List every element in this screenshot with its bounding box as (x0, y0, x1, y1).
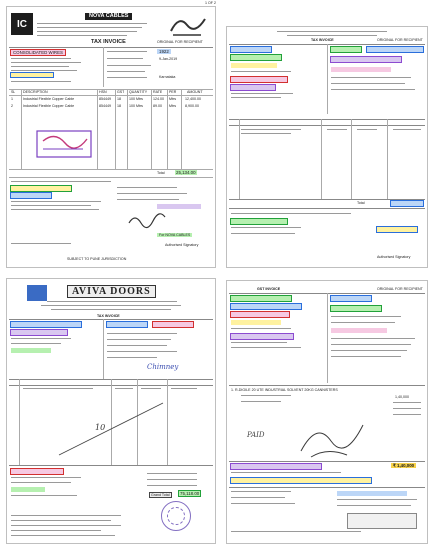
brand-emblem-icon (167, 13, 207, 37)
col-header: AMOUNT (187, 90, 203, 94)
seller-pan-highlight (231, 320, 281, 325)
amount-in-words-highlight (231, 478, 371, 483)
bill-to-name: CONSOLIDATED WIRES (13, 50, 63, 55)
handwritten-note: Chimney (147, 363, 179, 371)
original-label: ORIGINAL FOR RECIPIENT (377, 38, 423, 42)
state-name: Karnataka (159, 75, 176, 79)
col-header: QUANTITY (129, 90, 148, 94)
invoice-aviva-doors (6, 278, 216, 544)
aviva-logo-icon (27, 285, 47, 301)
invoice-date: 9-Jan-2019 (159, 57, 178, 61)
table-cell: 89.00 (153, 104, 162, 108)
amount-words-highlight (231, 219, 287, 224)
invoice-date-highlight (331, 306, 381, 311)
amount-words-highlight (11, 469, 63, 474)
dispatch-highlight (331, 328, 387, 333)
stamp-box (347, 513, 417, 529)
table-cell: 18 (117, 104, 121, 108)
buyer-gstin-highlight (231, 85, 275, 90)
cross-out-line (57, 399, 167, 459)
buyer-name-highlight (11, 322, 81, 327)
gstin-highlight (11, 73, 53, 77)
grand-total-value: 75,118.00 (180, 491, 200, 496)
signature-icon (127, 211, 167, 229)
table-cell: 2 (11, 104, 13, 108)
invoice-generic-supplier (226, 26, 428, 268)
company-logo: IC (11, 13, 33, 35)
seller-address-highlight (231, 55, 281, 60)
col-header: SL (11, 90, 16, 94)
buyer-name-highlight (231, 77, 287, 82)
invoice-date-highlight (153, 322, 193, 327)
grand-total-label: Grand Total (151, 493, 170, 497)
for-company-highlight (337, 491, 407, 496)
amount-value: 1,40,000 (395, 395, 409, 399)
handwritten-note: PAID (247, 431, 265, 439)
total-amount: 25,134.00 (176, 170, 196, 175)
invoice-title: TAX INVOICE (97, 314, 120, 318)
buyer-address-highlight (11, 330, 67, 335)
table-cell: Industrial Flexible Copper Cable (23, 104, 75, 108)
original-label: ORIGINAL FOR RECIPIENT (377, 287, 423, 291)
table-cell: 854449 (99, 104, 111, 108)
col-header: GST (117, 90, 125, 94)
stamp-scribble (35, 127, 95, 161)
table-cell: 1 (11, 97, 13, 101)
signature-scribble (297, 411, 367, 461)
company-name: AVIVA DOORS (67, 285, 156, 298)
handwritten-value: 10 (95, 423, 106, 432)
bank-detail-highlight (331, 57, 401, 62)
buyer-gstin-highlight (11, 348, 51, 353)
table-cell: 100 Mtrs (129, 104, 143, 108)
amount-words-highlight (231, 464, 321, 469)
seller-name-highlight (231, 47, 271, 52)
place-of-supply-highlight (331, 67, 391, 72)
col-header: PER (169, 90, 177, 94)
invoice-number-highlight (331, 47, 361, 52)
tax-amount-highlight (157, 204, 201, 209)
authorised-signatory: Authorised Signatory (377, 255, 411, 259)
buyer-name-highlight (231, 334, 293, 339)
table-cell: 124.00 (153, 97, 164, 101)
for-company-highlight (377, 227, 417, 232)
invoice-number-highlight (331, 296, 371, 301)
table-cell: 8,900.00 (185, 104, 199, 108)
original-label: ORIGINAL FOR RECIPIENT (157, 40, 203, 44)
for-company-label: For NOVA CABLES (159, 233, 191, 237)
invoice-number-highlight (107, 322, 147, 327)
table-cell: Industrial Flexible Copper Cable (23, 97, 75, 101)
col-header: RATE (153, 90, 163, 94)
table-cell: 854449 (99, 97, 111, 101)
invoice-nova-cables (6, 6, 216, 268)
company-name: NOVA CABLES (85, 13, 132, 20)
seller-gstin-highlight (231, 63, 277, 68)
seller-name-highlight (231, 296, 291, 301)
invoice-date-highlight (367, 47, 423, 52)
table-cell: Mtrs (169, 104, 176, 108)
total-badge: ₹ 1,40,000 (393, 463, 415, 468)
total-amount-highlight (391, 201, 423, 206)
invoice-title: GST INVOICE (257, 287, 281, 291)
company-seal-inner-icon (167, 507, 185, 525)
invoice-title: TAX INVOICE (91, 39, 126, 45)
table-cell: 18 (117, 97, 121, 101)
table-cell: 100 Mtrs (129, 97, 143, 101)
authorised-signatory: Authorised Signatory (165, 243, 199, 247)
table-cell: Mtrs (169, 97, 176, 101)
tax-summary-highlight (11, 193, 51, 198)
invoice-solvent-supplier (226, 280, 428, 544)
table-cell: 12,400.00 (185, 97, 201, 101)
seller-address-highlight (231, 304, 301, 309)
amount-words-highlight (11, 186, 71, 191)
invoice-title: TAX INVOICE (311, 38, 334, 42)
total-label: Total (157, 171, 165, 175)
line-item-description: 1. R-DIGILE 20 UTE INDUSTRIAL SOLVENT 20KG CANNISTERS (231, 388, 338, 392)
bank-detail-highlight (11, 487, 45, 492)
col-header: HSN (99, 90, 107, 94)
jurisdiction-note: SUBJECT TO PUNE JURISDICTION (67, 257, 127, 261)
invoice-number: 1922 (159, 49, 169, 54)
page-marker: 1 OF 2 (205, 1, 216, 5)
seller-gstin-highlight (231, 312, 289, 317)
col-header: DESCRIPTION (23, 90, 48, 94)
total-label: Total (357, 201, 365, 205)
